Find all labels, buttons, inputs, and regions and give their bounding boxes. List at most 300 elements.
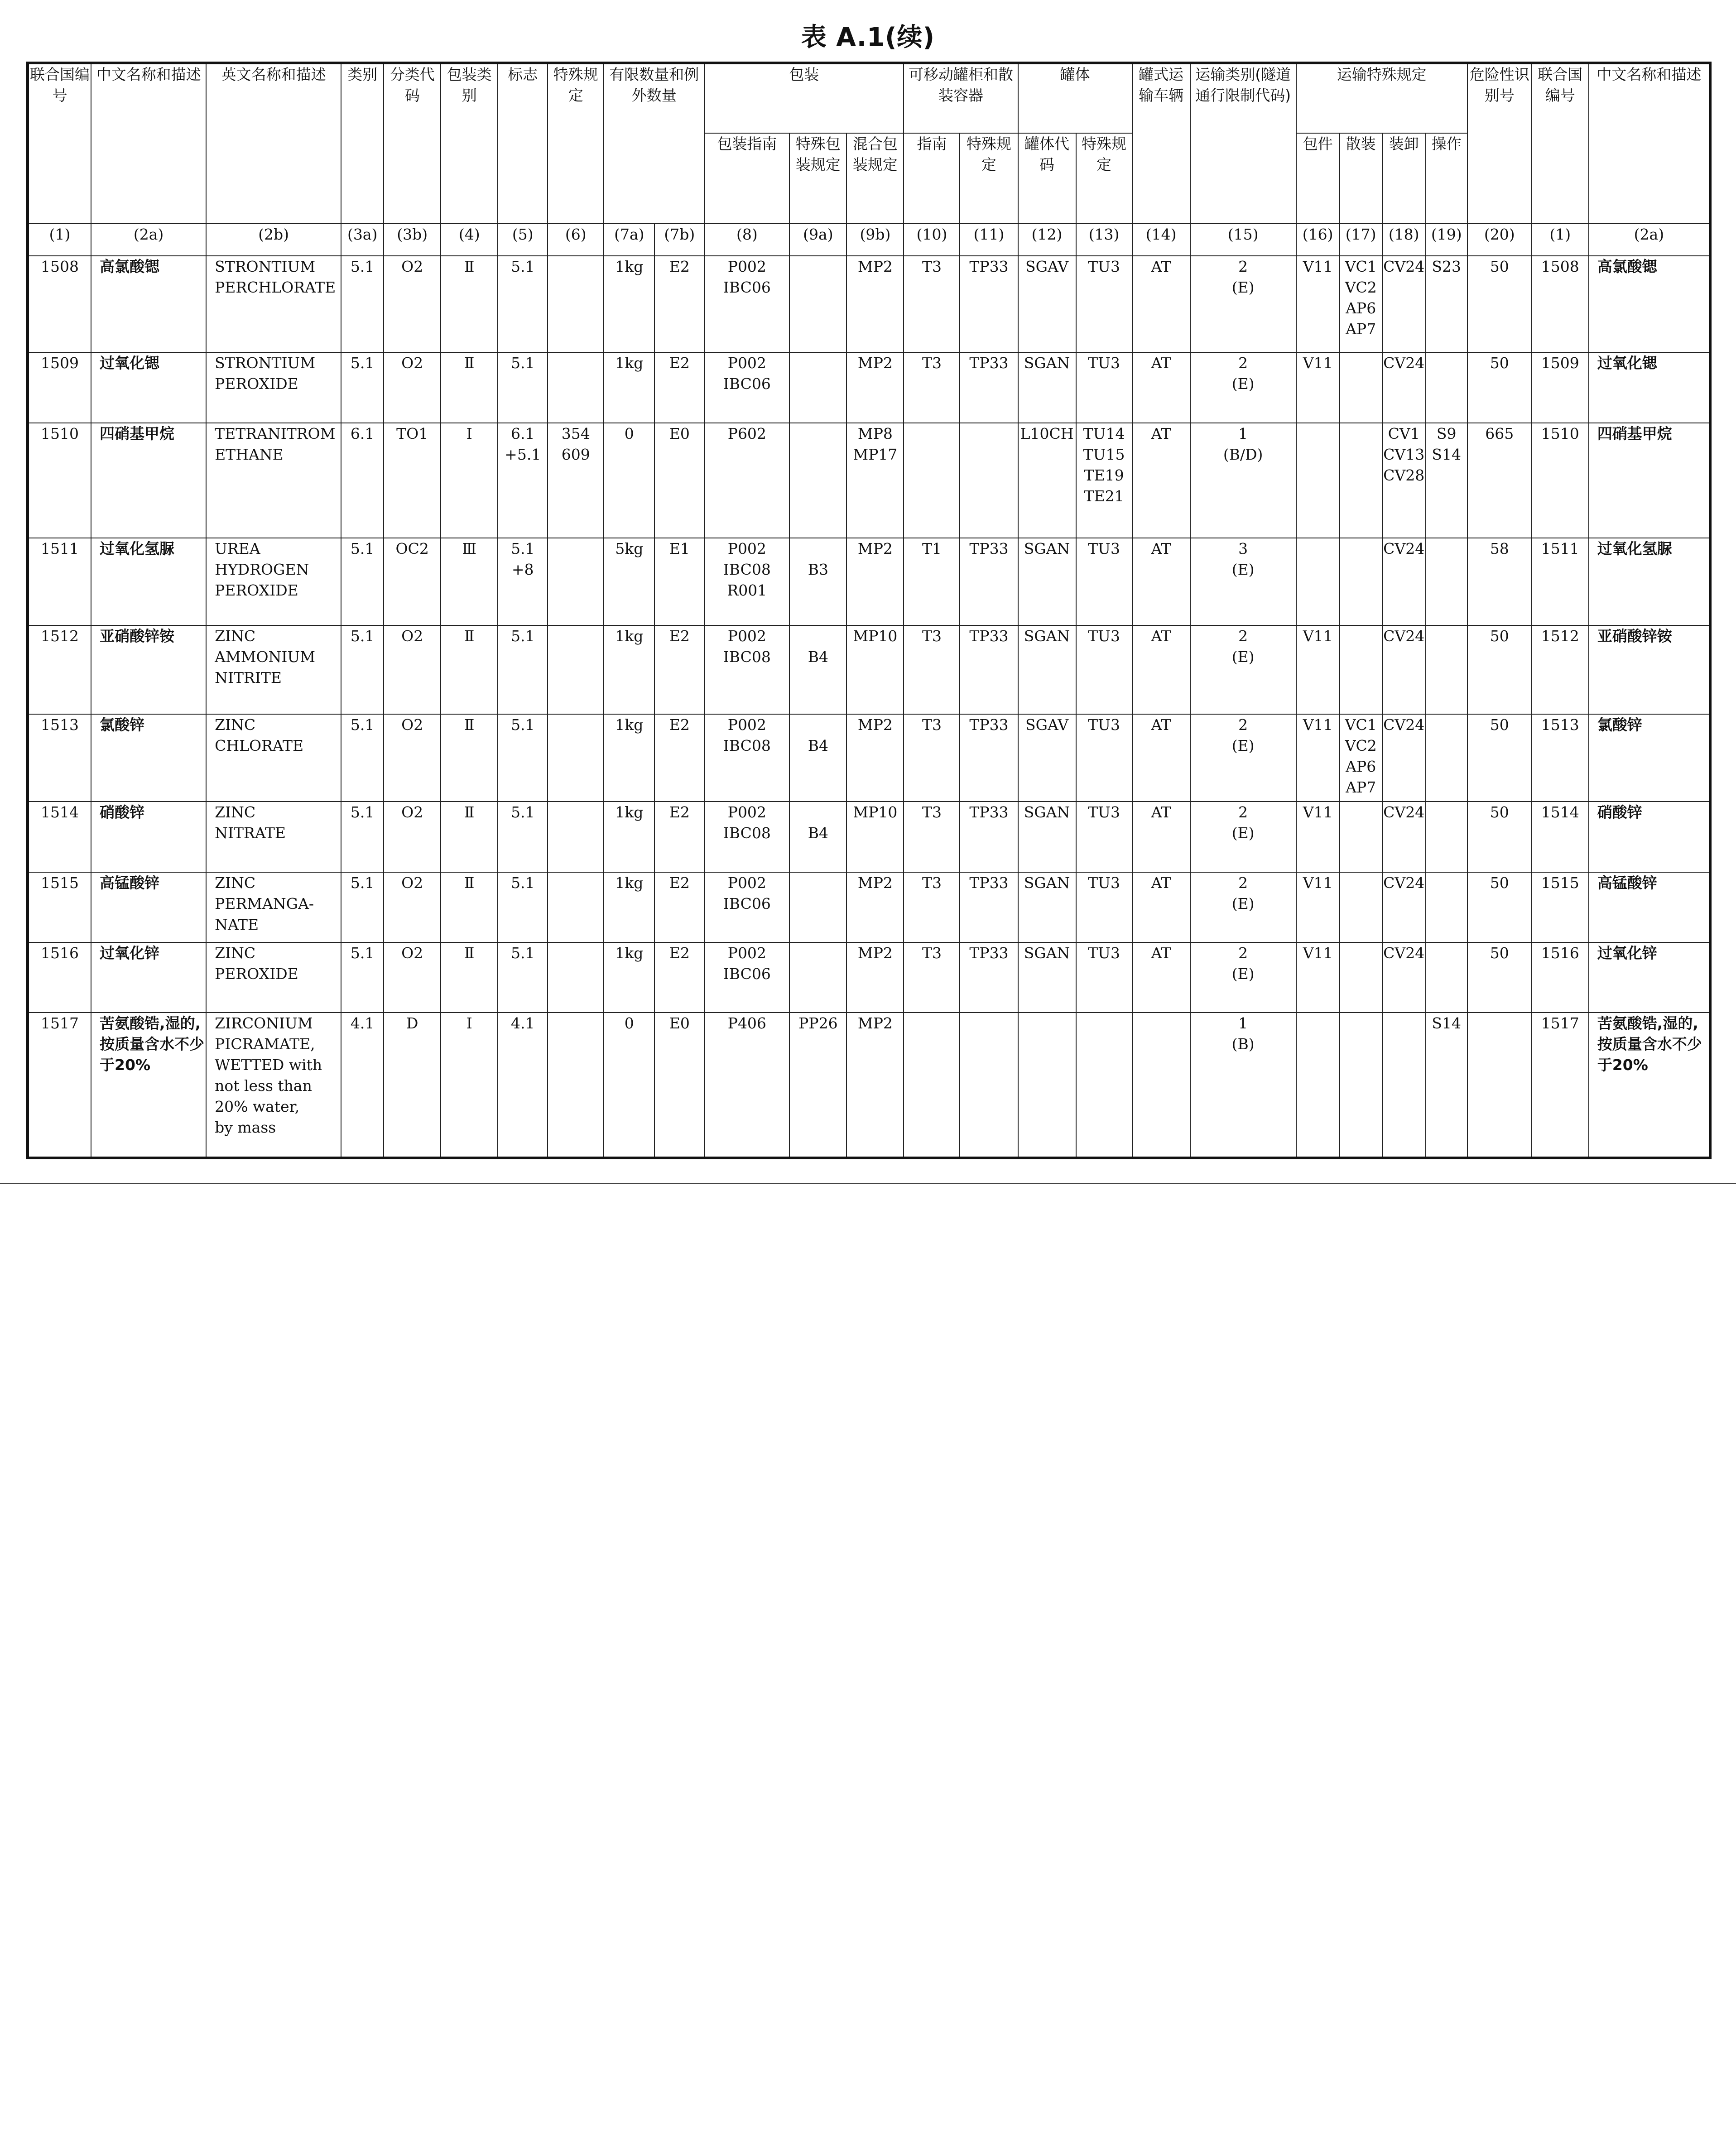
- cell-un-number: 1516: [28, 942, 91, 1013]
- page-title: 表 A.1(续): [801, 23, 935, 52]
- cell-ts-packages: V11: [1296, 352, 1340, 423]
- column-number: (3b): [384, 224, 441, 256]
- cell-portable-tank-instruction: T3: [904, 802, 960, 872]
- cell-name-en: TETRANITROM ETHANE: [206, 423, 341, 538]
- cell-packing-group: Ⅱ: [441, 714, 498, 802]
- cell-ts-bulk: VC1 VC2 AP6 AP7: [1340, 256, 1382, 353]
- cell-hazard-id: 50: [1467, 802, 1532, 872]
- header-pt-special: 特殊规定: [960, 133, 1018, 224]
- column-number: (7b): [654, 224, 704, 256]
- header-ts-packages: 包件: [1296, 133, 1340, 224]
- cell-un-number-right: 1512: [1532, 625, 1589, 714]
- cell-labels: 5.1: [498, 625, 548, 714]
- cell-packing-group: I: [441, 423, 498, 538]
- cell-un-number: 1515: [28, 872, 91, 942]
- header-tank-code: 罐体代码: [1018, 133, 1076, 224]
- page-bottom-rule: [0, 1183, 1736, 1184]
- cell-special-provisions: 354 609: [548, 423, 604, 538]
- cell-class-code: O2: [384, 872, 441, 942]
- cell-packing-group: Ⅲ: [441, 538, 498, 626]
- cell-special-packing: B3: [789, 538, 846, 626]
- cell-mixed-packing: MP2: [846, 714, 904, 802]
- column-number: (9b): [846, 224, 904, 256]
- header-special-packing: 特殊包装规定: [789, 133, 846, 224]
- cell-portable-tank-special: TP33: [960, 714, 1018, 802]
- cell-excepted-quantity: E1: [654, 538, 704, 626]
- cell-limited-quantity: 1kg: [604, 942, 654, 1013]
- cell-tank-special: TU3: [1076, 538, 1132, 626]
- cell-name-cn: 高锰酸锌: [91, 872, 206, 942]
- header-ts-operation: 操作: [1426, 133, 1467, 224]
- cell-hazard-id: 50: [1467, 352, 1532, 423]
- cell-tank-special: TU3: [1076, 802, 1132, 872]
- cell-portable-tank-special: TP33: [960, 872, 1018, 942]
- cell-excepted-quantity: E0: [654, 1013, 704, 1158]
- cell-excepted-quantity: E2: [654, 256, 704, 353]
- cell-excepted-quantity: E2: [654, 942, 704, 1013]
- cell-portable-tank-instruction: [904, 423, 960, 538]
- header-transport-special: 运输特殊规定: [1296, 63, 1467, 133]
- column-number: (5): [498, 224, 548, 256]
- cell-ts-loading: CV24: [1382, 256, 1426, 353]
- cell-portable-tank-instruction: T3: [904, 352, 960, 423]
- table: [26, 62, 1712, 1159]
- cell-limited-quantity: 1kg: [604, 714, 654, 802]
- header-pt-instructions: 指南: [904, 133, 960, 224]
- column-number: (13): [1076, 224, 1132, 256]
- cell-ts-bulk: [1340, 872, 1382, 942]
- cell-ts-loading: CV24: [1382, 625, 1426, 714]
- cell-ts-operation: [1426, 942, 1467, 1013]
- cell-packing-instructions: P002 IBC06: [704, 872, 789, 942]
- cell-limited-quantity: 0: [604, 1013, 654, 1158]
- column-number: (10): [904, 224, 960, 256]
- column-number: (12): [1018, 224, 1076, 256]
- cell-packing-instructions: P002 IBC08: [704, 802, 789, 872]
- cell-ts-bulk: [1340, 802, 1382, 872]
- cell-ts-packages: [1296, 423, 1340, 538]
- cell-tank-special: TU3: [1076, 872, 1132, 942]
- cell-portable-tank-special: [960, 423, 1018, 538]
- cell-name-en: ZINC CHLORATE: [206, 714, 341, 802]
- cell-ts-loading: CV24: [1382, 714, 1426, 802]
- cell-ts-bulk: [1340, 538, 1382, 626]
- cell-transport-category: 2 (E): [1190, 714, 1296, 802]
- cell-un-number-right: 1510: [1532, 423, 1589, 538]
- cell-limited-quantity: 0: [604, 423, 654, 538]
- cell-class-code: O2: [384, 714, 441, 802]
- cell-transport-category: 2 (E): [1190, 625, 1296, 714]
- cell-portable-tank-special: TP33: [960, 256, 1018, 353]
- column-number: (2b): [206, 224, 341, 256]
- cell-un-number-right: 1515: [1532, 872, 1589, 942]
- cell-special-packing: [789, 352, 846, 423]
- cell-packing-instructions: P002 IBC06: [704, 942, 789, 1013]
- cell-un-number-right: 1511: [1532, 538, 1589, 626]
- cell-packing-instructions: P406: [704, 1013, 789, 1158]
- header-transport-category: 运输类别(隧道通行限制代码): [1190, 63, 1296, 224]
- cell-special-packing: B4: [789, 802, 846, 872]
- cell-vehicle: [1132, 1013, 1190, 1158]
- cell-portable-tank-special: TP33: [960, 538, 1018, 626]
- cell-class-code: D: [384, 1013, 441, 1158]
- header-name-cn-right: 中文名称和描述: [1589, 63, 1710, 224]
- cell-class: 5.1: [341, 538, 384, 626]
- header-vehicle: 罐式运输车辆: [1132, 63, 1190, 224]
- column-number: (6): [548, 224, 604, 256]
- cell-un-number: 1509: [28, 352, 91, 423]
- cell-class-code: O2: [384, 942, 441, 1013]
- table-row: [28, 256, 1710, 353]
- cell-ts-bulk: VC1 VC2 AP6 AP7: [1340, 714, 1382, 802]
- cell-excepted-quantity: E2: [654, 625, 704, 714]
- cell-tank-code: SGAV: [1018, 256, 1076, 353]
- cell-class: 5.1: [341, 625, 384, 714]
- cell-un-number: 1508: [28, 256, 91, 353]
- cell-ts-loading: CV1 CV13 CV28: [1382, 423, 1426, 538]
- cell-limited-quantity: 1kg: [604, 352, 654, 423]
- cell-transport-category: 2 (E): [1190, 942, 1296, 1013]
- cell-un-number: 1514: [28, 802, 91, 872]
- cell-vehicle: AT: [1132, 802, 1190, 872]
- cell-name-en: STRONTIUM PERCHLORATE: [206, 256, 341, 353]
- column-number: (19): [1426, 224, 1467, 256]
- cell-tank-special: TU14 TU15 TE19 TE21: [1076, 423, 1132, 538]
- cell-labels: 5.1: [498, 942, 548, 1013]
- cell-ts-bulk: [1340, 625, 1382, 714]
- cell-tank-code: SGAN: [1018, 942, 1076, 1013]
- cell-portable-tank-instruction: T3: [904, 625, 960, 714]
- cell-special-provisions: [548, 538, 604, 626]
- header-packing-group: 包装类别: [441, 63, 498, 224]
- cell-class: 5.1: [341, 802, 384, 872]
- cell-mixed-packing: MP2: [846, 256, 904, 353]
- cell-class: 5.1: [341, 352, 384, 423]
- cell-ts-operation: [1426, 872, 1467, 942]
- cell-labels: 5.1 +8: [498, 538, 548, 626]
- cell-un-number-right: 1517: [1532, 1013, 1589, 1158]
- cell-labels: 5.1: [498, 256, 548, 353]
- cell-mixed-packing: MP2: [846, 352, 904, 423]
- cell-ts-bulk: [1340, 352, 1382, 423]
- cell-ts-loading: CV24: [1382, 538, 1426, 626]
- cell-class-code: O2: [384, 256, 441, 353]
- cell-portable-tank-special: TP33: [960, 625, 1018, 714]
- cell-packing-group: Ⅱ: [441, 625, 498, 714]
- header-un-no: 联合国编号: [28, 63, 91, 224]
- column-number: (2a): [1589, 224, 1710, 256]
- cell-transport-category: 2 (E): [1190, 352, 1296, 423]
- cell-un-number-right: 1516: [1532, 942, 1589, 1013]
- cell-tank-special: TU3: [1076, 256, 1132, 353]
- cell-ts-packages: V11: [1296, 942, 1340, 1013]
- cell-name-en: ZINC PEROXIDE: [206, 942, 341, 1013]
- cell-un-number: 1512: [28, 625, 91, 714]
- table-row: [28, 423, 1710, 538]
- cell-ts-bulk: [1340, 942, 1382, 1013]
- cell-class: 5.1: [341, 256, 384, 353]
- cell-special-packing: [789, 872, 846, 942]
- cell-tank-code: SGAN: [1018, 802, 1076, 872]
- cell-vehicle: AT: [1132, 423, 1190, 538]
- cell-un-number: 1511: [28, 538, 91, 626]
- header-packing-instructions: 包装指南: [704, 133, 789, 224]
- cell-limited-quantity: 1kg: [604, 625, 654, 714]
- cell-special-packing: B4: [789, 714, 846, 802]
- cell-transport-category: 2 (E): [1190, 256, 1296, 353]
- cell-vehicle: AT: [1132, 352, 1190, 423]
- cell-portable-tank-special: TP33: [960, 352, 1018, 423]
- column-number: (17): [1340, 224, 1382, 256]
- cell-ts-packages: V11: [1296, 802, 1340, 872]
- cell-special-provisions: [548, 802, 604, 872]
- cell-special-provisions: [548, 256, 604, 353]
- cell-special-packing: PP26: [789, 1013, 846, 1158]
- table-row: [28, 802, 1710, 872]
- cell-class-code: TO1: [384, 423, 441, 538]
- cell-tank-special: TU3: [1076, 352, 1132, 423]
- cell-labels: 6.1 +5.1: [498, 423, 548, 538]
- cell-labels: 5.1: [498, 872, 548, 942]
- header-name-en: 英文名称和描述: [206, 63, 341, 224]
- cell-limited-quantity: 1kg: [604, 802, 654, 872]
- header-mixed-packing: 混合包装规定: [846, 133, 904, 224]
- cell-tank-code: SGAN: [1018, 352, 1076, 423]
- cell-special-provisions: [548, 625, 604, 714]
- cell-limited-quantity: 5kg: [604, 538, 654, 626]
- cell-vehicle: AT: [1132, 872, 1190, 942]
- cell-limited-quantity: 1kg: [604, 872, 654, 942]
- cell-class: 4.1: [341, 1013, 384, 1158]
- table-row: [28, 714, 1710, 802]
- cell-special-provisions: [548, 872, 604, 942]
- cell-class-code: OC2: [384, 538, 441, 626]
- cell-mixed-packing: MP8 MP17: [846, 423, 904, 538]
- cell-special-packing: [789, 942, 846, 1013]
- cell-portable-tank-special: TP33: [960, 802, 1018, 872]
- cell-ts-operation: [1426, 538, 1467, 626]
- cell-name-cn: 过氧化氢脲: [91, 538, 206, 626]
- header-limited-qty: 有限数量和例外数量: [604, 63, 704, 224]
- cell-ts-operation: [1426, 352, 1467, 423]
- cell-name-cn-right: 硝酸锌: [1589, 802, 1710, 872]
- cell-ts-operation: [1426, 714, 1467, 802]
- header-un-no-right: 联合国编号: [1532, 63, 1589, 224]
- cell-un-number: 1517: [28, 1013, 91, 1158]
- cell-excepted-quantity: E0: [654, 423, 704, 538]
- cell-excepted-quantity: E2: [654, 802, 704, 872]
- cell-ts-packages: [1296, 1013, 1340, 1158]
- cell-mixed-packing: MP2: [846, 1013, 904, 1158]
- cell-limited-quantity: 1kg: [604, 256, 654, 353]
- cell-name-cn-right: 过氧化锌: [1589, 942, 1710, 1013]
- cell-portable-tank-special: [960, 1013, 1018, 1158]
- cell-mixed-packing: MP2: [846, 538, 904, 626]
- table-row: [28, 942, 1710, 1013]
- cell-portable-tank-instruction: T3: [904, 872, 960, 942]
- column-number: (15): [1190, 224, 1296, 256]
- column-number-row: [28, 224, 1710, 256]
- cell-name-cn-right: 高氯酸锶: [1589, 256, 1710, 353]
- cell-ts-loading: CV24: [1382, 942, 1426, 1013]
- cell-ts-loading: CV24: [1382, 802, 1426, 872]
- cell-name-cn-right: 过氧化氢脲: [1589, 538, 1710, 626]
- table-row: [28, 625, 1710, 714]
- cell-ts-bulk: [1340, 1013, 1382, 1158]
- cell-ts-loading: CV24: [1382, 352, 1426, 423]
- cell-portable-tank-instruction: T3: [904, 256, 960, 353]
- cell-mixed-packing: MP2: [846, 942, 904, 1013]
- cell-name-en: ZINC NITRATE: [206, 802, 341, 872]
- cell-name-cn: 四硝基甲烷: [91, 423, 206, 538]
- cell-vehicle: AT: [1132, 256, 1190, 353]
- column-number: (2a): [91, 224, 206, 256]
- cell-name-cn-right: 过氧化锶: [1589, 352, 1710, 423]
- cell-class-code: O2: [384, 625, 441, 714]
- cell-vehicle: AT: [1132, 714, 1190, 802]
- cell-hazard-id: 50: [1467, 872, 1532, 942]
- header-portable-tanks: 可移动罐柜和散装容器: [904, 63, 1018, 133]
- cell-tank-special: [1076, 1013, 1132, 1158]
- column-number: (7a): [604, 224, 654, 256]
- table-body: [28, 256, 1710, 1158]
- cell-name-cn-right: 亚硝酸锌铵: [1589, 625, 1710, 714]
- cell-labels: 5.1: [498, 802, 548, 872]
- cell-packing-instructions: P002 IBC06: [704, 352, 789, 423]
- cell-packing-group: I: [441, 1013, 498, 1158]
- column-number: (3a): [341, 224, 384, 256]
- cell-ts-operation: [1426, 802, 1467, 872]
- cell-tank-special: TU3: [1076, 714, 1132, 802]
- column-number: (16): [1296, 224, 1340, 256]
- cell-portable-tank-instruction: T3: [904, 714, 960, 802]
- cell-class: 5.1: [341, 942, 384, 1013]
- cell-name-en: ZINC AMMONIUM NITRITE: [206, 625, 341, 714]
- cell-packing-group: Ⅱ: [441, 872, 498, 942]
- cell-portable-tank-instruction: T1: [904, 538, 960, 626]
- cell-special-packing: [789, 423, 846, 538]
- cell-ts-operation: S23: [1426, 256, 1467, 353]
- cell-name-cn: 过氧化锌: [91, 942, 206, 1013]
- column-number: (11): [960, 224, 1018, 256]
- cell-hazard-id: 58: [1467, 538, 1532, 626]
- cell-vehicle: AT: [1132, 625, 1190, 714]
- cell-ts-operation: S14: [1426, 1013, 1467, 1158]
- cell-name-en: ZIRCONIUM PICRAMATE, WETTED with not less than 20% water, by mass: [206, 1013, 341, 1158]
- cell-class: 6.1: [341, 423, 384, 538]
- cell-hazard-id: 50: [1467, 714, 1532, 802]
- cell-packing-instructions: P002 IBC08: [704, 625, 789, 714]
- cell-class: 5.1: [341, 872, 384, 942]
- cell-name-cn: 氯酸锌: [91, 714, 206, 802]
- cell-name-cn: 苦氨酸锆,湿的,按质量含水不少于20%: [91, 1013, 206, 1158]
- header-ts-bulk: 散装: [1340, 133, 1382, 224]
- cell-tank-code: SGAV: [1018, 714, 1076, 802]
- cell-ts-packages: V11: [1296, 625, 1340, 714]
- column-number: (4): [441, 224, 498, 256]
- column-number: (1): [28, 224, 91, 256]
- cell-un-number-right: 1513: [1532, 714, 1589, 802]
- cell-vehicle: AT: [1132, 538, 1190, 626]
- header-packaging: 包装: [704, 63, 904, 133]
- column-number: (1): [1532, 224, 1589, 256]
- cell-special-packing: B4: [789, 625, 846, 714]
- header-tanks: 罐体: [1018, 63, 1132, 133]
- cell-mixed-packing: MP2: [846, 872, 904, 942]
- cell-packing-instructions: P002 IBC06: [704, 256, 789, 353]
- cell-labels: 5.1: [498, 714, 548, 802]
- cell-un-number-right: 1509: [1532, 352, 1589, 423]
- cell-hazard-id: [1467, 1013, 1532, 1158]
- cell-ts-bulk: [1340, 423, 1382, 538]
- header-tank-special: 特殊规定: [1076, 133, 1132, 224]
- cell-special-provisions: [548, 352, 604, 423]
- column-number: (18): [1382, 224, 1426, 256]
- cell-excepted-quantity: E2: [654, 714, 704, 802]
- header-special-provisions: 特殊规定: [548, 63, 604, 224]
- cell-ts-packages: V11: [1296, 714, 1340, 802]
- cell-transport-category: 1 (B/D): [1190, 423, 1296, 538]
- cell-excepted-quantity: E2: [654, 872, 704, 942]
- cell-tank-code: L10CH: [1018, 423, 1076, 538]
- header-class-code: 分类代码: [384, 63, 441, 224]
- cell-name-en: ZINC PERMANGA- NATE: [206, 872, 341, 942]
- cell-hazard-id: 50: [1467, 942, 1532, 1013]
- cell-packing-group: Ⅱ: [441, 256, 498, 353]
- cell-class-code: O2: [384, 352, 441, 423]
- cell-packing-instructions: P602: [704, 423, 789, 538]
- cell-name-cn-right: 苦氨酸锆,湿的,按质量含水不少于20%: [1589, 1013, 1710, 1158]
- dangerous-goods-table: [26, 62, 1712, 1159]
- cell-tank-code: SGAN: [1018, 625, 1076, 714]
- cell-ts-operation: [1426, 625, 1467, 714]
- cell-tank-code: SGAN: [1018, 872, 1076, 942]
- cell-labels: 5.1: [498, 352, 548, 423]
- table-row: [28, 538, 1710, 626]
- cell-ts-packages: V11: [1296, 872, 1340, 942]
- cell-special-packing: [789, 256, 846, 353]
- table-row: [28, 352, 1710, 423]
- cell-name-cn: 高氯酸锶: [91, 256, 206, 353]
- header-labels: 标志: [498, 63, 548, 224]
- column-number: (14): [1132, 224, 1190, 256]
- cell-transport-category: 1 (B): [1190, 1013, 1296, 1158]
- cell-hazard-id: 50: [1467, 256, 1532, 353]
- cell-tank-special: TU3: [1076, 625, 1132, 714]
- cell-special-provisions: [548, 1013, 604, 1158]
- cell-packing-instructions: P002 IBC08: [704, 714, 789, 802]
- cell-name-cn-right: 高锰酸锌: [1589, 872, 1710, 942]
- cell-un-number: 1513: [28, 714, 91, 802]
- cell-name-cn-right: 四硝基甲烷: [1589, 423, 1710, 538]
- cell-special-provisions: [548, 942, 604, 1013]
- cell-tank-code: [1018, 1013, 1076, 1158]
- header-ts-loading: 装卸: [1382, 133, 1426, 224]
- cell-tank-special: TU3: [1076, 942, 1132, 1013]
- cell-tank-code: SGAN: [1018, 538, 1076, 626]
- cell-ts-operation: S9 S14: [1426, 423, 1467, 538]
- cell-portable-tank-instruction: T3: [904, 942, 960, 1013]
- cell-transport-category: 3 (E): [1190, 538, 1296, 626]
- table-row: [28, 872, 1710, 942]
- header-hazard-id: 危险性识别号: [1467, 63, 1532, 224]
- cell-ts-packages: V11: [1296, 256, 1340, 353]
- column-number: (20): [1467, 224, 1532, 256]
- cell-transport-category: 2 (E): [1190, 802, 1296, 872]
- table-row: [28, 1013, 1710, 1158]
- cell-name-cn: 亚硝酸锌铵: [91, 625, 206, 714]
- cell-name-cn: 硝酸锌: [91, 802, 206, 872]
